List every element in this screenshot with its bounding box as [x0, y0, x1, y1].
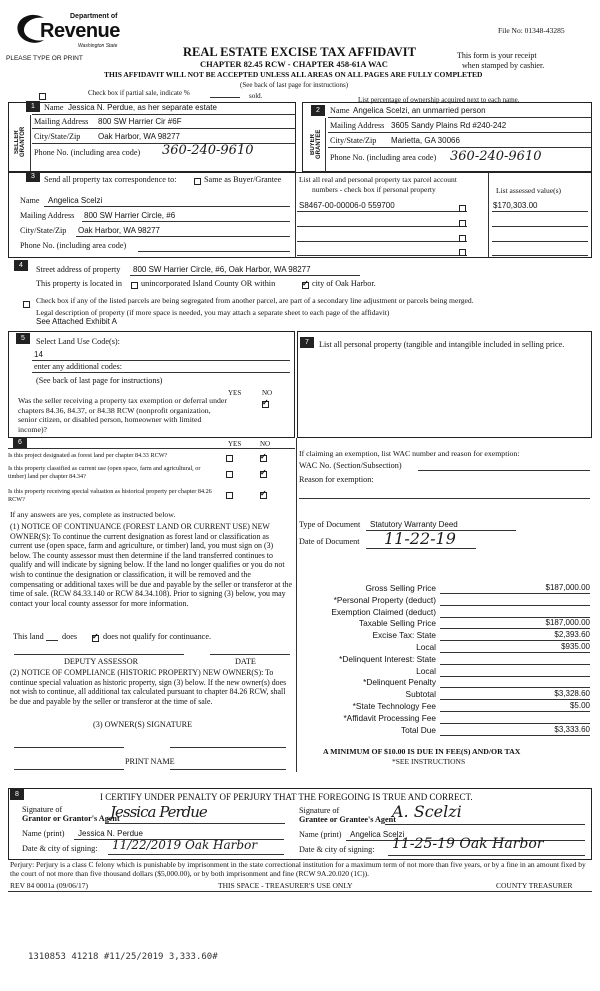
parcel-1[interactable]: S8467-00-00006-0 559700	[299, 201, 395, 210]
tax-row-label: Excise Tax: State	[372, 630, 436, 641]
s6-q1: Is this project designated as forest land per chapter 84.33 RCW?	[8, 452, 168, 459]
tax-row-value[interactable]: $3,333.60	[554, 724, 590, 734]
doc-type-label: Type of Document	[299, 520, 361, 529]
logo-dept: Department of	[70, 13, 118, 20]
tax-row-value[interactable]: $187,000.00	[545, 583, 590, 592]
buyer-city[interactable]: Marietta, GA 30066	[391, 136, 460, 145]
correspondence-label: Send all property tax correspondence to:	[44, 175, 177, 184]
corr-mailing[interactable]: 800 SW Harrier Circle, #6	[84, 211, 176, 220]
tax-row-label: *Personal Property (deduct)	[333, 594, 436, 605]
land-use-label: Select Land Use Code(s):	[36, 337, 120, 346]
exemption-question: Was the seller receiving a property tax exemption or deferral under chapters 84.36, 84.37, or 84.38 RCW (nonprofit organization, senior citizen, or disabled person, homeowner with limited income)?	[18, 396, 227, 434]
logo-name: Revenue	[40, 20, 120, 42]
s6-no: NO	[260, 440, 271, 448]
land-use-see-back: (See back of last page for instructions)	[36, 376, 163, 385]
tax-row-label: Total Due	[400, 724, 436, 735]
additional-codes-label: enter any additional codes:	[34, 362, 122, 371]
tax-row-label: *Affidavit Processing Fee	[343, 712, 436, 723]
personal-property-label: List all personal property (tangible and intangible included in selling price.	[319, 340, 565, 349]
form-title: REAL ESTATE EXCISE TAX AFFIDAVIT	[183, 45, 416, 59]
corr-city[interactable]: Oak Harbor, WA 98277	[78, 226, 160, 235]
legal-description[interactable]: See Attached Exhibit A	[36, 317, 117, 326]
tax-row-label: Taxable Selling Price	[358, 618, 436, 629]
section-7-number: 7	[300, 337, 314, 348]
tax-row-value[interactable]: $187,000.00	[545, 618, 590, 628]
section-2-number: 2	[311, 105, 325, 116]
grantor-sig-label-2: Grantor or Grantor's Agent	[22, 814, 120, 823]
grantor-date-label: Date & city of signing:	[22, 844, 98, 853]
minimum-note: A MINIMUM OF $10.00 IS DUE IN FEE(S) AND/OR TAX	[323, 747, 521, 756]
assessed-header: List assessed value(s)	[496, 186, 561, 195]
s6-q2: Is this property classified as current use (open space, farm and agricultural, or timber) land per chapter 84.34?	[8, 465, 201, 480]
grantee-date-label: Date & city of signing:	[299, 845, 375, 854]
perjury-notice: Perjury: Perjury is a class C felony which is punishable by imprisonment in the state correctional institution for a maximum term of not more than five years, or by a fine in an amount fixed by the court of not more than five thousand dollars ($5,000.00), or by both imprisonment and fine (RCW 9A.20.020 (1C)).	[10, 860, 586, 878]
logo-state: Washington State	[78, 43, 118, 49]
parcels-header-2: numbers - check box if personal property	[312, 185, 436, 194]
seller-city[interactable]: Oak Harbor, WA 98277	[98, 132, 180, 141]
form-number: REV 84 0001a (09/06/17)	[10, 881, 88, 890]
s6-yes: YES	[228, 440, 242, 448]
seller-name-label: Name	[44, 103, 64, 112]
buyer-side-label: BUYER GRANTEE	[310, 129, 322, 159]
tax-row-label: *Delinquent Interest: State	[339, 653, 436, 664]
parcel-2-checkbox[interactable]	[459, 218, 466, 227]
corr-name-label: Name	[20, 196, 40, 205]
s6-q2-no[interactable]	[260, 469, 267, 478]
corr-phone-label: Phone No. (including area code)	[20, 241, 127, 250]
legal-label: Legal description of property (if more space is needed, you may attach a separate sheet to each page of the affidavit)	[36, 308, 390, 317]
grantee-name[interactable]: Angelica Scelzi	[350, 830, 405, 839]
partial-sale-label: Check box if partial sale, indicate %	[88, 89, 190, 97]
section-5-number: 5	[16, 333, 30, 344]
street-address[interactable]: 800 SW Harrier Circle, #6, Oak Harbor, WA 98277	[133, 265, 311, 274]
exemption-label: If claiming an exemption, list WAC number and reason for exemption:	[299, 449, 520, 458]
dor-logo	[14, 10, 124, 52]
land-use-no: NO	[262, 389, 273, 397]
same-as-buyer-checkbox[interactable]	[194, 176, 201, 185]
does-not-checkbox[interactable]	[92, 633, 99, 642]
tax-row-value[interactable]: $5.00	[569, 701, 590, 710]
located-pre: This property is located in	[36, 279, 122, 288]
seller-mailing-label: Mailing Address	[34, 117, 89, 126]
does-label: does	[62, 632, 78, 641]
grantor-date-city[interactable]: 11/22/2019 Oak Harbor	[112, 838, 258, 852]
buyer-name-label: Name	[330, 106, 350, 115]
grantor-name-label: Name (print)	[22, 829, 65, 838]
grantor-sig-label-1: Signature of	[22, 805, 63, 814]
corr-city-label: City/State/Zip	[20, 226, 67, 235]
street-label: Street address of property	[36, 265, 121, 274]
unincorporated-checkbox[interactable]	[131, 280, 138, 289]
deputy-assessor-label: DEPUTY ASSESSOR	[64, 657, 139, 666]
land-use-yes: YES	[228, 389, 242, 397]
parcels-header-1: List all real and personal property tax parcel account	[299, 175, 457, 184]
grantee-signature[interactable]: A. Scelzi	[392, 802, 462, 821]
section-4-number: 4	[14, 260, 28, 271]
same-as-buyer-label: Same as Buyer/Grantee	[204, 175, 282, 184]
seller-side-label: SELLER GRANTOR	[14, 126, 26, 158]
tax-row-value[interactable]: $2,393.60	[554, 630, 590, 640]
buyer-name[interactable]: Angelica Scelzi, an unmarried person	[353, 106, 486, 115]
owner-signature-label: (3) OWNER(S) SIGNATURE	[93, 720, 193, 729]
date-label: DATE	[235, 657, 256, 666]
ownership-note: List percentage of ownership acquired next to each name.	[358, 96, 520, 104]
see-back: (See back of last page for instructions)	[240, 81, 349, 89]
doc-type[interactable]: Statutory Warranty Deed	[370, 520, 458, 529]
wac-label: WAC No. (Section/Subsection)	[299, 461, 402, 470]
certify-statement: I CERTIFY UNDER PENALTY OF PERJURY THAT THE FOREGOING IS TRUE AND CORRECT.	[100, 792, 473, 802]
see-instructions: *SEE INSTRUCTIONS	[392, 757, 466, 766]
corr-mailing-label: Mailing Address	[20, 211, 75, 220]
buyer-mailing-label: Mailing Address	[330, 121, 385, 130]
seller-phone-label: Phone No. (including area code)	[34, 148, 141, 157]
county-treasurer: COUNTY TREASURER	[496, 881, 573, 890]
s6-q2-yes[interactable]	[226, 469, 233, 478]
tax-row-value[interactable]: $3,328.60	[554, 689, 590, 699]
buyer-phone-label: Phone No. (including area code)	[330, 153, 437, 162]
tax-row-label: Exemption Claimed (deduct)	[331, 606, 436, 617]
parcel-3-checkbox[interactable]	[459, 233, 466, 242]
section-8-number: 8	[10, 789, 24, 800]
form-warning: THIS AFFIDAVIT WILL NOT BE ACCEPTED UNLESS ALL AREAS ON ALL PAGES ARE FULLY COMPLETED	[104, 70, 483, 79]
s6-q3: Is this property receiving special valuation as historical property per chapter 84.26 RCW?	[8, 488, 212, 503]
s6-q1-no[interactable]	[260, 453, 267, 462]
s6-q1-yes[interactable]	[226, 453, 233, 462]
seller-city-label: City/State/Zip	[34, 132, 81, 141]
tax-row-label: Local	[416, 642, 436, 652]
buyer-mailing[interactable]: 3605 Sandy Plains Rd #240-242	[391, 121, 507, 130]
seller-phone[interactable]: 360-240-9610	[162, 143, 254, 158]
tax-row-label: Local	[416, 665, 436, 676]
s6-continuance: (1) NOTICE OF CONTINUANCE (FOREST LAND OR CURRENT USE) NEW OWNER(S): To continue the current designation as forest land or classification as current use (open space, farm and agriculture, or timber) land, you must sign on (3) below. The county assessor must then determine if the land transferred continues to qualify and will indicate by signing below. If the land no longer qualifies or you do not wish to continue the designation or classification, it will be removed and the compensating or additional taxes will be due and payable by the seller or transferor at the time of sale. (RCW 84.33.140 or RCW 84.34.108). Prior to signing (3) below, you may contact your local county assessor for more information.	[10, 522, 292, 608]
this-land-label: This land	[13, 632, 44, 641]
grantee-sig-label-1: Signature of	[299, 806, 340, 815]
tax-row-label: *State Technology Fee	[352, 701, 436, 711]
land-use-code[interactable]: 14	[34, 350, 43, 359]
receipt-note-1: This form is your receipt	[457, 51, 537, 60]
exemption-q-no[interactable]	[262, 399, 269, 408]
city-of-label: city of Oak Harbor.	[312, 279, 376, 288]
partial-sale-checkbox[interactable]	[39, 91, 46, 100]
grantor-signature[interactable]: Jessica Perdue	[110, 803, 207, 821]
grantor-name[interactable]: Jessica N. Perdue	[78, 829, 143, 838]
form-subtitle: CHAPTER 82.45 RCW - CHAPTER 458-61A WAC	[200, 59, 388, 69]
receipt-note-2: when stamped by cashier.	[462, 61, 545, 70]
s6-if-yes: If any answers are yes, complete as instructed below.	[10, 510, 176, 519]
reason-label: Reason for exemption:	[299, 475, 374, 484]
parcel-1-checkbox[interactable]	[459, 203, 466, 212]
segregated-label: Check box if any of the listed parcels are being segregated from another parcel, are part of a secondary line adjustment or parcels being merged.	[36, 296, 474, 305]
grantee-name-label: Name (print)	[299, 830, 342, 839]
grantee-date-city[interactable]: 11-25-19 Oak Harbor	[392, 836, 544, 852]
sold-label: sold.	[249, 92, 263, 100]
tax-row-label: Gross Selling Price	[365, 583, 436, 593]
assessed-1[interactable]: $170,303.00	[493, 201, 538, 210]
section-3-number: 3	[26, 171, 40, 182]
cashier-stamp: 1310853 41218 #11/25/2019 3,333.60#	[28, 952, 218, 962]
s6-compliance: (2) NOTICE OF COMPLIANCE (HISTORIC PROPERTY) NEW OWNER(S): To continue special valuation as historic property, sign (3) below. If the new owner(s) does not wish to continue, all additional tax calculated pursuant to chapter 84.26 RCW, shall be due and payable by the seller or transferor at the time of sale.	[10, 668, 287, 706]
parcel-4-checkbox[interactable]	[459, 247, 466, 256]
buyer-city-label: City/State/Zip	[330, 136, 377, 145]
city-of-checkbox[interactable]	[302, 280, 309, 289]
tax-row-label: Subtotal	[405, 689, 436, 700]
grantee-sig-label-2: Grantee or Grantee's Agent	[299, 815, 396, 824]
section-1-number: 1	[26, 101, 40, 112]
seller-mailing[interactable]: 800 SW Harrier Cir #6F	[98, 117, 182, 126]
s6-q3-no[interactable]	[260, 490, 267, 499]
treasurer-space: THIS SPACE - TREASURER'S USE ONLY	[218, 881, 353, 890]
does-not-label: does not qualify for continuance.	[103, 632, 211, 641]
segregated-checkbox[interactable]	[23, 299, 30, 308]
section-6-number: 6	[13, 437, 27, 448]
doc-date-label: Date of Document	[299, 537, 360, 546]
unincorporated-label: unincorporated Island County OR within	[141, 279, 276, 288]
seller-name[interactable]: Jessica N. Perdue, as her separate estate	[68, 103, 217, 112]
doc-date[interactable]: 11-22-19	[384, 529, 456, 548]
tax-row-value[interactable]: $935.00	[561, 642, 590, 651]
tax-row-label: *Delinquent Penalty	[363, 677, 436, 688]
buyer-phone[interactable]: 360-240-9610	[450, 149, 542, 164]
file-no: File No: 01348-43285	[498, 26, 565, 35]
print-name-label: PRINT NAME	[125, 757, 175, 766]
please-type: PLEASE TYPE OR PRINT	[6, 55, 83, 62]
corr-name[interactable]: Angelica Scelzi	[48, 196, 103, 205]
s6-q3-yes[interactable]	[226, 490, 233, 499]
